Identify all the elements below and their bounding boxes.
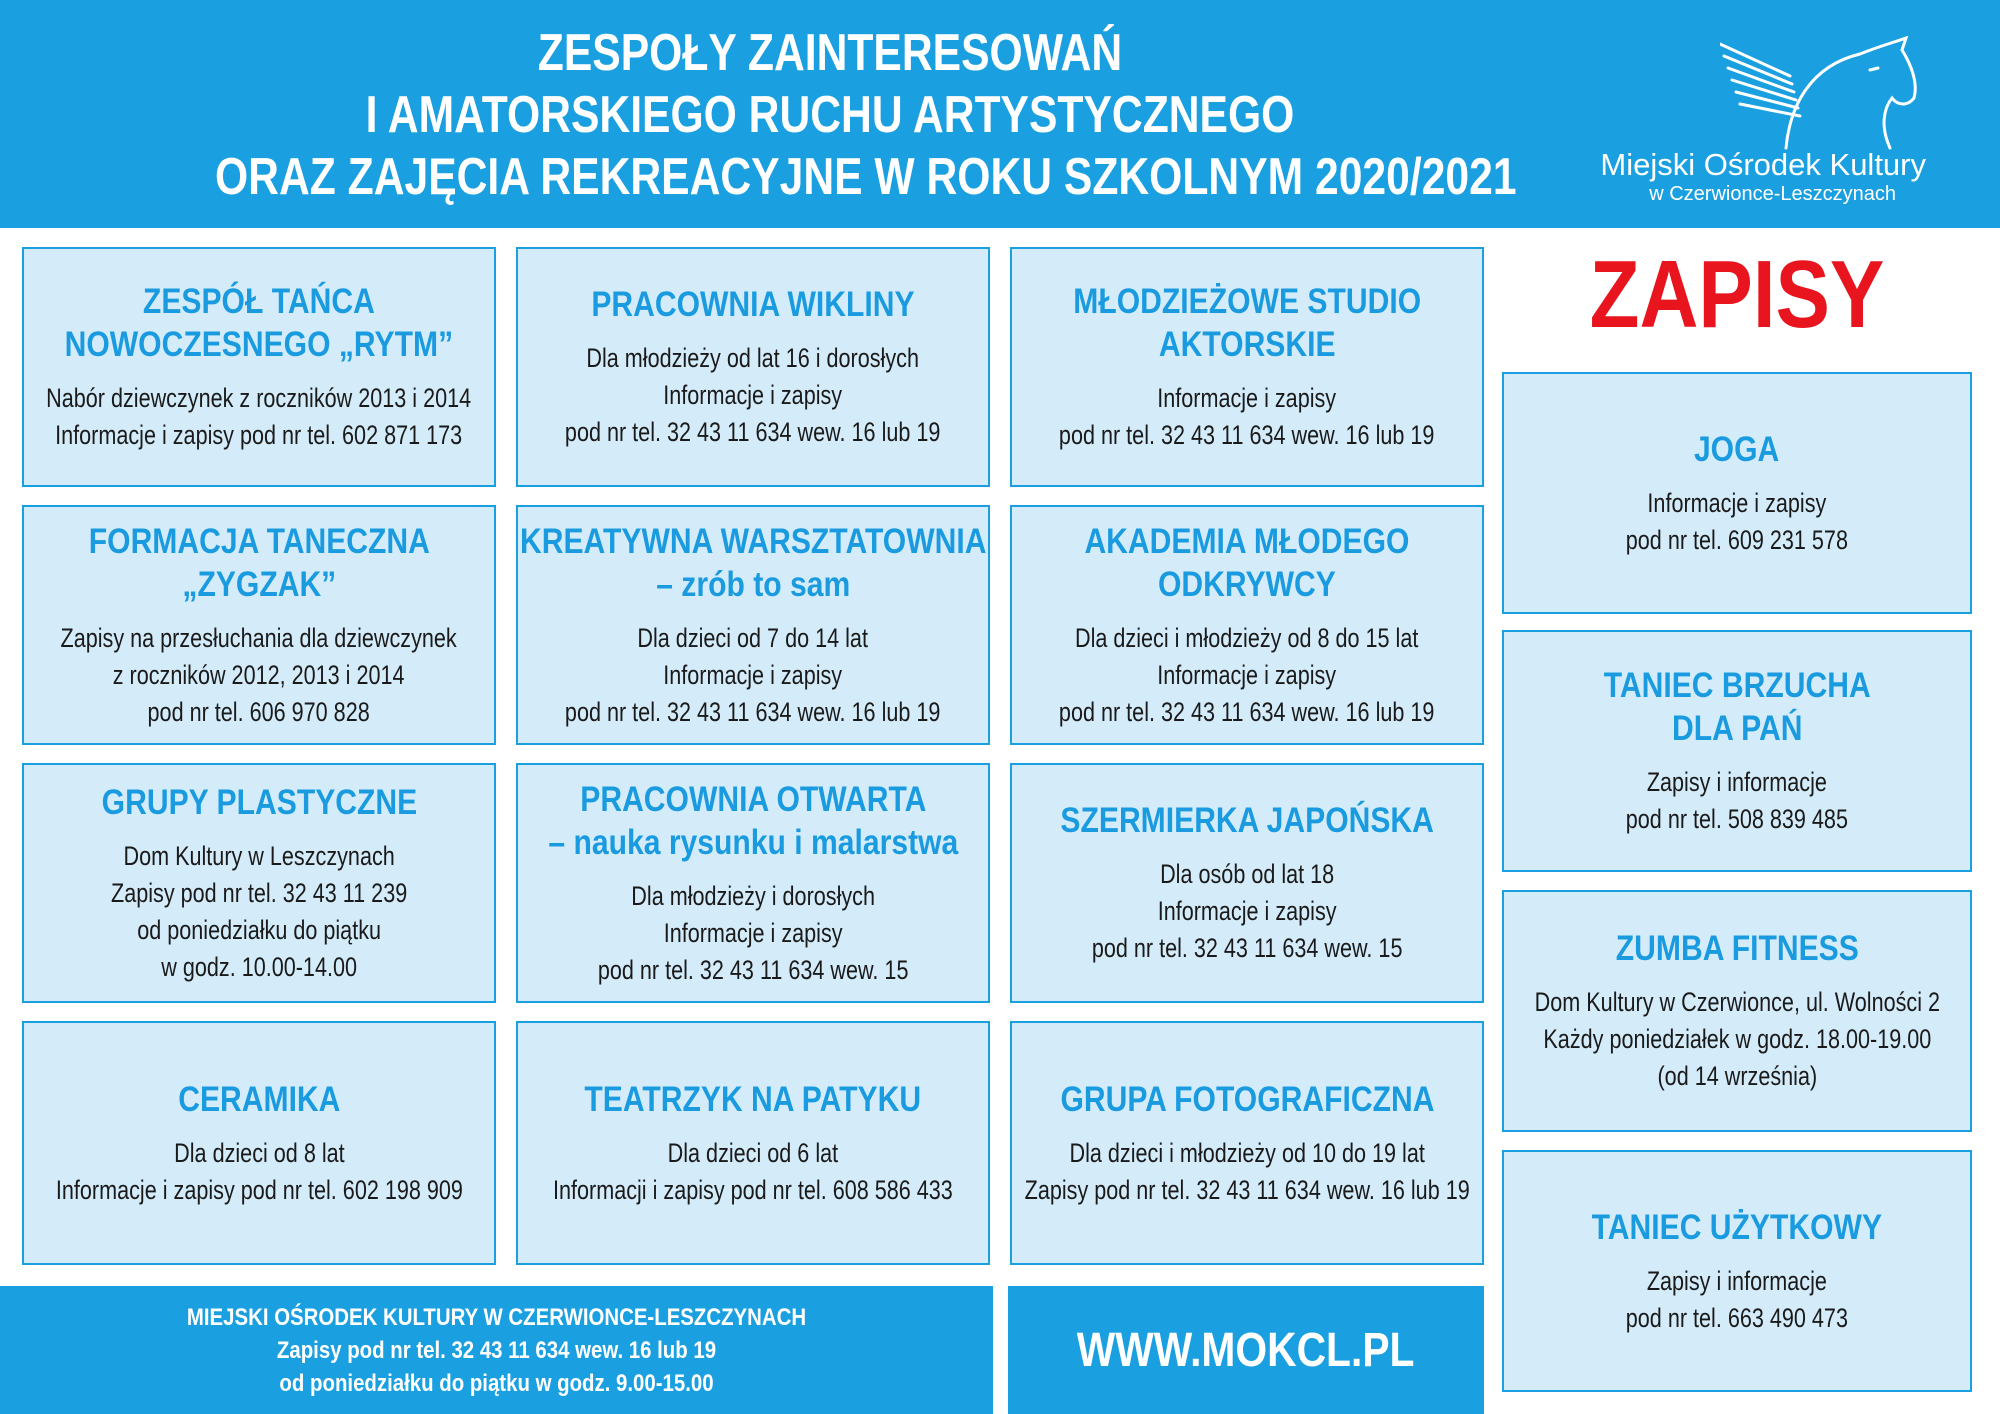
activity-card xyxy=(1502,1150,1972,1392)
activity-detail-line: (od 14 września) xyxy=(1657,1061,1817,1091)
activity-card xyxy=(1502,630,1972,872)
activity-detail-line: Dla młodzieży od lat 16 i dorosłych xyxy=(586,343,920,373)
activity-card xyxy=(1502,372,1972,614)
activity-details xyxy=(61,620,457,731)
activity-title-line: AKADEMIA MŁODEGO xyxy=(1084,521,1410,561)
activity-detail-line: Dla dzieci od 7 do 14 lat xyxy=(637,622,869,653)
activity-detail-line: pod nr tel. 508 839 485 xyxy=(1625,804,1849,834)
activity-card xyxy=(22,763,496,1003)
activity-detail-line: pod nr tel. 606 970 828 xyxy=(147,696,371,727)
header-banner xyxy=(0,0,2000,228)
activity-details xyxy=(55,1135,462,1209)
activity-title-line: DLA PAŃ xyxy=(1671,709,1803,748)
activity-detail-line: Dla dzieci i młodzieży od 8 do 15 lat xyxy=(1075,622,1419,653)
activity-card xyxy=(22,1021,496,1265)
title-line: ZESPOŁY ZAINTERESOWAŃ xyxy=(537,24,1123,82)
activity-details xyxy=(1059,380,1434,454)
activity-title-line: SZERMIERKA JAPOŃSKA xyxy=(1060,801,1434,840)
activity-title-line: AKTORSKIE xyxy=(1158,325,1336,364)
footer-line: od poniedziałku do piątku w godz. 9.00-15.00 xyxy=(279,1369,714,1397)
activity-details xyxy=(1626,485,1848,559)
activity-detail-line: Informacje i zapisy xyxy=(1647,487,1827,518)
activity-details xyxy=(111,838,407,986)
activity-details xyxy=(598,878,909,989)
activity-detail-line: od poniedziałku do piątku xyxy=(137,914,381,945)
activity-card xyxy=(1010,1021,1484,1265)
activity-title-line: „ZYGZAK” xyxy=(182,564,336,604)
activity-detail-line: Zapisy i informacje xyxy=(1646,1265,1828,1296)
activity-detail-line: Nabór dziewczynek z roczników 2013 i 2014 xyxy=(46,383,472,413)
activity-details xyxy=(46,380,471,454)
activity-details xyxy=(1534,984,1939,1095)
activity-card xyxy=(516,1021,990,1265)
activity-title xyxy=(1060,799,1434,842)
activity-detail-line: Dla osób od lat 18 xyxy=(1159,859,1335,889)
website-banner[interactable] xyxy=(1008,1286,1484,1414)
activity-detail-line: pod nr tel. 32 43 11 634 wew. 16 lub 19 xyxy=(1059,696,1435,727)
activity-detail-line: Informacje i zapisy xyxy=(663,917,843,948)
activity-title-line: ZESPÓŁ TAŃCA xyxy=(143,282,375,321)
activity-card xyxy=(1010,247,1484,487)
activity-title xyxy=(585,1078,922,1121)
activity-detail-line: pod nr tel. 663 490 473 xyxy=(1625,1302,1849,1333)
activity-card xyxy=(22,247,496,487)
activity-title xyxy=(1615,927,1858,970)
activity-title-line: TANIEC BRZUCHA xyxy=(1603,666,1871,705)
title-line: I AMATORSKIEGO RUCHU ARTYSTYCZNEGO xyxy=(365,86,1295,144)
activity-detail-line: pod nr tel. 32 43 11 634 wew. 16 lub 19 xyxy=(1059,420,1435,450)
horse-logo-icon xyxy=(1720,36,1920,154)
activity-card xyxy=(22,505,496,745)
activity-title xyxy=(65,280,454,366)
activity-title-line: – nauka rysunku i malarstwa xyxy=(548,822,958,862)
activity-detail-line: Informacje i zapisy pod nr tel. 602 198 909 xyxy=(55,1174,463,1205)
activity-detail-line: Dla dzieci od 6 lat xyxy=(667,1137,839,1168)
activity-title xyxy=(1060,1078,1434,1121)
activity-detail-line: pod nr tel. 609 231 578 xyxy=(1625,524,1849,555)
activity-details xyxy=(1024,1135,1469,1209)
activity-title-line: NOWOCZESNEGO „RYTM” xyxy=(64,325,454,364)
footer-line: MIEJSKI OŚRODEK KULTURY W CZERWIONCE-LESZCZYNACH xyxy=(186,1303,807,1331)
activity-detail-line: Dla młodzieży i dorosłych xyxy=(631,880,875,911)
footer-line: Zapisy pod nr tel. 32 43 11 634 wew. 16 lub 19 xyxy=(276,1336,717,1364)
activity-detail-line: Zapisy pod nr tel. 32 43 11 239 xyxy=(110,877,408,908)
activity-detail-line: Informacji i zapisy pod nr tel. 608 586 433 xyxy=(553,1174,953,1205)
activity-detail-line: Informacje i zapisy xyxy=(663,380,843,410)
activity-title xyxy=(520,520,986,606)
activity-title-line: GRUPY PLASTYCZNE xyxy=(101,782,417,822)
activity-title-line: PRACOWNIA OTWARTA xyxy=(579,779,927,819)
activity-detail-line: pod nr tel. 32 43 11 634 wew. 16 lub 19 xyxy=(565,417,941,447)
activity-title xyxy=(548,778,958,864)
activity-card xyxy=(516,763,990,1003)
activity-details xyxy=(565,620,940,731)
activity-card xyxy=(516,247,990,487)
activity-title-line: ODKRYWCY xyxy=(1158,564,1336,604)
activity-detail-line: Informacje i zapisy xyxy=(1157,896,1337,926)
activity-title-line: FORMACJA TANECZNA xyxy=(88,521,430,561)
title-line: ORAZ ZAJĘCIA REKREACYJNE W ROKU SZKOLNYM 2020/2021 xyxy=(215,148,1517,206)
logo-name: Miejski Ośrodek Kultury xyxy=(1600,147,1926,182)
website-link[interactable]: WWW.MOKCL.PL xyxy=(1077,1323,1415,1377)
activity-detail-line: Dom Kultury w Leszczynach xyxy=(123,840,395,871)
activity-title xyxy=(1604,664,1871,750)
activity-title xyxy=(591,283,914,326)
footer-contact xyxy=(0,1286,993,1414)
activity-detail-line: Dla dzieci i młodzieży od 10 do 19 lat xyxy=(1069,1137,1425,1168)
activity-card xyxy=(1010,505,1484,745)
activity-title xyxy=(1694,428,1779,471)
activity-title xyxy=(1592,1206,1882,1249)
activity-title-line: – zrób to sam xyxy=(655,564,851,604)
activity-title-line: ZUMBA FITNESS xyxy=(1615,929,1859,968)
activity-detail-line: pod nr tel. 32 43 11 634 wew. 15 xyxy=(1091,933,1403,963)
activity-title-line: MŁODZIEŻOWE STUDIO xyxy=(1073,282,1421,321)
activity-detail-line: Informacje i zapisy xyxy=(1157,383,1337,413)
activity-detail-line: z roczników 2012, 2013 i 2014 xyxy=(113,659,405,690)
activity-card xyxy=(1010,763,1484,1003)
activity-title-line: CERAMIKA xyxy=(177,1079,341,1119)
logo-subtitle: w Czerwionce-Leszczynach xyxy=(1649,183,1896,205)
activity-details xyxy=(1059,620,1434,731)
activity-detail-line: Zapisy pod nr tel. 32 43 11 634 wew. 16 lub 19 xyxy=(1024,1174,1470,1205)
activity-title-line: TEATRZYK NA PATYKU xyxy=(584,1079,922,1119)
activity-card xyxy=(1502,890,1972,1132)
activity-title-line: KREATYWNA WARSZTATOWNIA xyxy=(519,521,987,561)
activity-details xyxy=(1626,1263,1848,1337)
activity-detail-line: pod nr tel. 32 43 11 634 wew. 15 xyxy=(597,954,909,985)
activity-details xyxy=(1626,764,1848,838)
activity-detail-line: Informacje i zapisy xyxy=(663,659,843,690)
activity-title-line: JOGA xyxy=(1694,429,1780,469)
activity-title-line: GRUPA FOTOGRAFICZNA xyxy=(1059,1079,1434,1119)
activity-title xyxy=(178,1078,340,1121)
activity-detail-line: Dom Kultury w Czerwionce, ul. Wolności 2 xyxy=(1534,987,1940,1017)
activity-title xyxy=(1085,520,1410,606)
activity-detail-line: Zapisy i informacje xyxy=(1646,767,1828,797)
activity-detail-line: Każdy poniedziałek w godz. 18.00-19.00 xyxy=(1543,1024,1931,1054)
activity-detail-line: pod nr tel. 32 43 11 634 wew. 16 lub 19 xyxy=(565,696,941,727)
activity-card xyxy=(516,505,990,745)
activity-title xyxy=(88,520,429,606)
page-title xyxy=(215,22,1517,208)
activity-details xyxy=(1092,856,1403,967)
activity-title-line: TANIEC UŻYTKOWY xyxy=(1591,1207,1883,1247)
activity-title-line: PRACOWNIA WIKLINY xyxy=(591,285,915,324)
activity-detail-line: w godz. 10.00-14.00 xyxy=(161,951,357,982)
activity-title xyxy=(1073,280,1421,366)
activity-detail-line: Zapisy na przesłuchania dla dziewczynek xyxy=(60,622,458,653)
activity-detail-line: Informacje i zapisy pod nr tel. 602 871 173 xyxy=(55,420,463,450)
activity-detail-line: Informacje i zapisy xyxy=(1157,659,1337,690)
mok-logo xyxy=(1530,36,1950,216)
activity-title xyxy=(101,781,417,824)
zapisy-heading: ZAPISY xyxy=(1589,241,1885,348)
activity-details xyxy=(565,340,940,451)
activity-details xyxy=(553,1135,953,1209)
activity-detail-line: Dla dzieci od 8 lat xyxy=(173,1137,345,1168)
